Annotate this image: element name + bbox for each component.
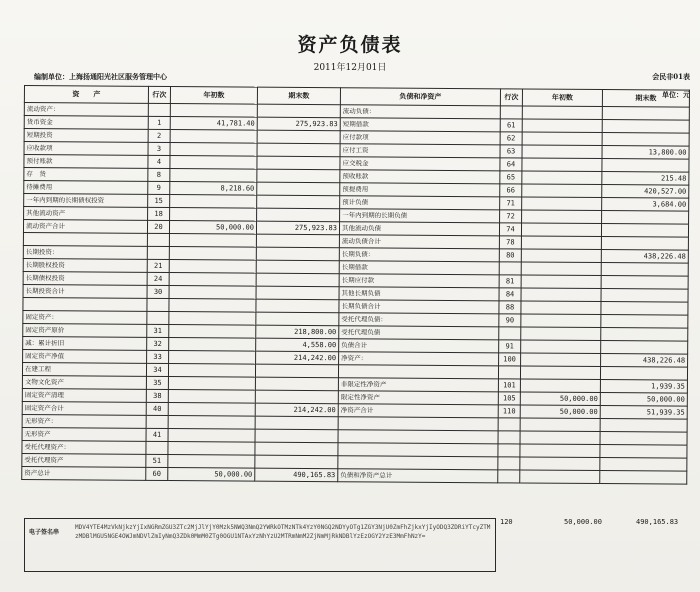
liability-name: 预计负债 <box>340 196 500 210</box>
asset-end: 4,558.00 <box>256 338 339 352</box>
asset-name: 无形资产： <box>22 414 146 428</box>
liability-name: 其他长期负债 <box>339 287 499 301</box>
liability-end <box>601 276 688 290</box>
asset-begin <box>169 260 256 274</box>
asset-begin <box>170 143 257 157</box>
asset-line: 2 <box>148 129 170 142</box>
grand-total-row <box>494 518 689 532</box>
liability-begin <box>522 184 602 198</box>
liability-name: 流动负债合计 <box>339 235 499 249</box>
asset-end <box>255 390 338 404</box>
liability-begin <box>522 210 602 224</box>
asset-begin <box>168 377 255 391</box>
liability-name: 受托代理负债： <box>339 313 499 327</box>
liability-line <box>498 418 520 431</box>
liability-name <box>338 456 498 470</box>
liability-name: 流动负债： <box>340 105 500 119</box>
liability-begin <box>521 340 601 354</box>
asset-end: 490,165.83 <box>255 468 338 482</box>
report-date: 2011年12月01日 <box>313 63 387 73</box>
balance-sheet-table <box>21 85 690 485</box>
liability-begin: 50,000.00 <box>520 405 600 419</box>
asset-line: 9 <box>148 181 170 194</box>
asset-line: 51 <box>146 454 168 467</box>
liability-begin <box>521 327 601 341</box>
liability-begin <box>522 158 602 172</box>
asset-line: 1 <box>148 116 170 129</box>
asset-end: 214,242.00 <box>256 351 339 365</box>
liability-line <box>498 470 520 483</box>
asset-name: 货币资金 <box>24 116 148 130</box>
asset-begin: 50,000.00 <box>169 221 256 235</box>
liability-begin <box>521 236 601 250</box>
asset-begin <box>168 416 255 430</box>
asset-line: 24 <box>147 272 169 285</box>
liability-end <box>600 367 687 381</box>
electronic-signature-box <box>24 518 496 572</box>
asset-line: 31 <box>147 324 169 337</box>
liability-name <box>338 365 498 379</box>
asset-line <box>146 441 168 454</box>
liability-line: 100 <box>499 353 521 366</box>
asset-line: 3 <box>148 142 170 155</box>
asset-begin <box>169 286 256 300</box>
currency-unit: 单位：元 <box>662 90 690 99</box>
asset-end <box>255 377 338 391</box>
liability-begin <box>522 132 602 146</box>
asset-end <box>255 455 338 469</box>
asset-end <box>257 195 340 209</box>
liability-end <box>602 159 689 173</box>
form-number: 会民非01表 <box>652 72 690 81</box>
liability-end <box>600 471 687 485</box>
asset-line <box>147 246 169 259</box>
liability-begin <box>520 418 600 432</box>
asset-line <box>147 233 169 246</box>
asset-begin <box>168 364 255 378</box>
liability-line: 71 <box>500 197 522 210</box>
liability-begin <box>521 275 601 289</box>
asset-line: 35 <box>146 376 168 389</box>
liability-line: 63 <box>500 145 522 158</box>
asset-name: 待摊费用 <box>24 181 148 195</box>
asset-name: 固定资产： <box>23 310 147 324</box>
asset-name: 固定资产原价 <box>23 323 147 337</box>
col-header-end2: 期末数 <box>602 90 689 108</box>
asset-begin <box>170 104 257 118</box>
asset-name: 固定资产合计 <box>22 401 146 415</box>
col-header-liab: 负债和净资产 <box>340 88 500 106</box>
liability-line: 105 <box>498 392 520 405</box>
liability-end <box>602 211 689 225</box>
liability-line: 72 <box>500 210 522 223</box>
liability-name: 净资产： <box>339 352 499 366</box>
asset-name: 长期投资： <box>23 245 147 259</box>
liability-line: 64 <box>500 158 522 171</box>
liability-end <box>600 445 687 459</box>
liability-line: 66 <box>500 184 522 197</box>
liability-name: 受托代理负债 <box>339 326 499 340</box>
signature-string: MDV4YTE4MzVkNjkzYjIxNGRmZGU3ZTc2MjJlYjY0Mzk5NWQ3NmQ2YWRkOTMzNTk4YzY0NGQ2NDYyOTg1ZGY3NjU0ZmFhZjkxYjIyODQ3ZDRiYTcyZTMzMDBlMGU5NGE4OWJmNDVlZmIyNmQ3ZDk0MmM0ZTg0OGU1NTAxYzNhYzU2MTRmNmM2ZjNmMjRkNDBlYzEzOGY2YzE3MmFhNzY= <box>75 524 491 540</box>
liability-line: 78 <box>499 236 521 249</box>
asset-name: 存 货 <box>24 168 148 182</box>
liability-line <box>499 327 521 340</box>
asset-end <box>256 273 339 287</box>
asset-end <box>255 442 338 456</box>
asset-name: 应收款项 <box>24 142 148 156</box>
col-header-end: 期末数 <box>257 87 340 105</box>
liability-end <box>602 107 689 121</box>
liability-name: 一年内到期的长期负债 <box>340 209 500 223</box>
asset-line: 38 <box>146 389 168 402</box>
asset-name: 流动资产合计 <box>23 220 147 234</box>
asset-line <box>146 415 168 428</box>
organization-name: 编制单位：上海扬通阳光社区服务管理中心 <box>34 72 167 81</box>
liability-line: 91 <box>499 340 521 353</box>
liability-begin <box>521 262 601 276</box>
liability-line: 84 <box>499 288 521 301</box>
asset-name: 固定资产清理 <box>22 388 146 402</box>
col-header-line: 行次 <box>148 86 170 103</box>
liability-begin <box>521 353 601 367</box>
liability-begin <box>522 119 602 133</box>
asset-end: 214,242.00 <box>255 403 338 417</box>
grand-total-begin: 50,000.00 <box>564 518 602 526</box>
liability-name: 应付款项 <box>340 131 500 145</box>
asset-end <box>257 143 340 157</box>
liability-end <box>600 432 687 446</box>
liability-line <box>498 444 520 457</box>
liability-name: 净资产合计 <box>338 404 498 418</box>
asset-name: 一年内到期的长期债权投资 <box>24 194 148 208</box>
asset-begin <box>168 442 255 456</box>
liability-line <box>499 262 521 275</box>
asset-begin <box>168 429 255 443</box>
liability-end <box>602 120 689 134</box>
liability-end: 420,527.00 <box>602 185 689 199</box>
asset-name: 资产总计 <box>22 466 146 480</box>
asset-line: 33 <box>147 350 169 363</box>
asset-name: 受托代理资产 <box>22 453 146 467</box>
liability-name: 其他流动负债 <box>339 222 499 236</box>
liability-end <box>601 315 688 329</box>
liability-end: 1,939.35 <box>600 380 687 394</box>
liability-line: 65 <box>500 171 522 184</box>
liability-name: 短期借款 <box>340 118 500 132</box>
signature-label: 电子签名串 <box>29 529 60 536</box>
asset-name: 预付账款 <box>24 155 148 169</box>
asset-begin <box>170 195 257 209</box>
asset-begin: 50,000.00 <box>168 468 255 482</box>
asset-end <box>255 364 338 378</box>
grand-total-line: 120 <box>500 518 513 526</box>
liability-name: 限定性净资产 <box>338 391 498 405</box>
asset-begin <box>169 338 256 352</box>
liability-name: 应付工资 <box>340 144 500 158</box>
asset-line: 18 <box>148 207 170 220</box>
liability-end: 51,939.35 <box>600 406 687 420</box>
liability-begin <box>520 366 600 380</box>
liability-begin <box>522 171 602 185</box>
asset-end <box>256 299 339 313</box>
asset-end <box>255 429 338 443</box>
asset-end <box>257 169 340 183</box>
asset-begin <box>169 273 256 287</box>
liability-end <box>601 341 688 355</box>
liability-begin <box>521 288 601 302</box>
asset-begin <box>169 234 256 248</box>
asset-end <box>257 156 340 170</box>
liability-line <box>498 457 520 470</box>
liability-end: 50,000.00 <box>600 393 687 407</box>
liability-name <box>338 417 498 431</box>
asset-begin <box>170 169 257 183</box>
asset-name: 在建工程 <box>22 362 146 376</box>
asset-line <box>147 311 169 324</box>
col-header-begin: 年初数 <box>170 87 257 105</box>
liability-end <box>601 302 688 316</box>
col-header-begin2: 年初数 <box>522 89 602 107</box>
liability-name: 预提费用 <box>340 183 500 197</box>
asset-line: 32 <box>147 337 169 350</box>
liability-begin <box>521 301 601 315</box>
asset-end <box>256 260 339 274</box>
asset-end <box>256 234 339 248</box>
grand-total-end: 490,165.83 <box>636 518 679 526</box>
liability-begin <box>520 444 600 458</box>
asset-name: 流动资产： <box>24 103 148 117</box>
asset-begin <box>170 130 257 144</box>
asset-name <box>23 297 147 311</box>
liability-line <box>500 106 522 119</box>
asset-begin <box>169 351 256 365</box>
asset-name: 固定资产净值 <box>23 349 147 363</box>
liability-begin <box>522 197 602 211</box>
asset-begin <box>169 312 256 326</box>
asset-end <box>257 182 340 196</box>
page-title: 资产负债表 <box>297 34 403 56</box>
liability-begin <box>522 106 602 120</box>
asset-name: 短期投资 <box>24 129 148 143</box>
asset-name: 文物文化资产 <box>22 375 146 389</box>
liability-end <box>601 237 688 251</box>
liability-begin <box>520 431 600 445</box>
asset-line: 60 <box>146 467 168 480</box>
liability-end <box>601 328 688 342</box>
asset-line: 41 <box>146 428 168 441</box>
asset-name: 受托代理资产： <box>22 440 146 454</box>
asset-end <box>256 286 339 300</box>
liability-name <box>338 443 498 457</box>
liability-end: 3,684.00 <box>602 198 689 212</box>
asset-end <box>257 208 340 222</box>
asset-line: 34 <box>146 363 168 376</box>
asset-line: 4 <box>148 155 170 168</box>
liability-begin <box>521 223 601 237</box>
asset-line <box>148 103 170 116</box>
liability-line: 62 <box>500 132 522 145</box>
asset-end <box>256 312 339 326</box>
liability-line: 61 <box>500 119 522 132</box>
asset-begin <box>168 390 255 404</box>
asset-name: 无形资产 <box>22 427 146 441</box>
asset-line: 40 <box>146 402 168 415</box>
liability-name: 预收账款 <box>340 170 500 184</box>
liability-name: 长期应付款 <box>339 274 499 288</box>
liability-name: 长期负债合计 <box>339 300 499 314</box>
asset-begin <box>168 455 255 469</box>
asset-name: 长期投资合计 <box>23 284 147 298</box>
liability-name: 应交税金 <box>340 157 500 171</box>
liability-name: 长期借款 <box>339 261 499 275</box>
asset-name: 其他流动资产 <box>24 207 148 221</box>
asset-name: 长期债权投资 <box>23 271 147 285</box>
asset-end: 275,923.83 <box>257 117 340 131</box>
liability-end <box>601 289 688 303</box>
asset-begin <box>170 156 257 170</box>
liability-begin <box>522 145 602 159</box>
asset-name: 减：累计折旧 <box>23 336 147 350</box>
liability-end <box>600 419 687 433</box>
liability-end: 438,226.48 <box>601 250 688 264</box>
asset-begin <box>170 208 257 222</box>
asset-begin: 8,218.60 <box>170 182 257 196</box>
asset-begin <box>169 247 256 261</box>
liability-name: 非限定性净资产 <box>338 378 498 392</box>
asset-end: 275,923.83 <box>256 221 339 235</box>
liability-begin <box>520 470 600 484</box>
liability-line: 88 <box>499 301 521 314</box>
asset-line: 15 <box>148 194 170 207</box>
liability-line <box>498 366 520 379</box>
liability-end <box>602 133 689 147</box>
liability-name: 负债和净资产总计 <box>338 469 498 483</box>
col-header-line2: 行次 <box>500 89 522 106</box>
liability-name: 长期负债： <box>339 248 499 262</box>
asset-line: 30 <box>147 285 169 298</box>
asset-end: 218,800.00 <box>256 325 339 339</box>
asset-begin <box>169 325 256 339</box>
asset-end <box>255 416 338 430</box>
asset-end <box>257 130 340 144</box>
liability-line <box>498 431 520 444</box>
liability-end: 438,226.48 <box>601 354 688 368</box>
liability-line: 80 <box>499 249 521 262</box>
liability-begin <box>521 314 601 328</box>
asset-end <box>256 247 339 261</box>
liability-end: 215.48 <box>602 172 689 186</box>
asset-name: 长期股权投资 <box>23 258 147 272</box>
liability-line: 74 <box>499 223 521 236</box>
asset-line <box>147 298 169 311</box>
asset-name <box>23 232 147 246</box>
asset-line: 21 <box>147 259 169 272</box>
liability-begin <box>520 379 600 393</box>
liability-end: 13,800.00 <box>602 146 689 160</box>
liability-end <box>601 224 688 238</box>
asset-line: 8 <box>148 168 170 181</box>
liability-begin: 50,000.00 <box>520 392 600 406</box>
liability-end <box>600 458 687 472</box>
liability-begin <box>520 457 600 471</box>
liability-end <box>601 263 688 277</box>
asset-begin: 41,781.40 <box>170 117 257 131</box>
col-header-asset: 资 产 <box>24 86 148 104</box>
asset-end <box>257 104 340 118</box>
liability-line: 101 <box>498 379 520 392</box>
liability-line: 81 <box>499 275 521 288</box>
liability-name: 负债合计 <box>339 339 499 353</box>
liability-name <box>338 430 498 444</box>
asset-line: 20 <box>147 220 169 233</box>
liability-line: 90 <box>499 314 521 327</box>
liability-begin <box>521 249 601 263</box>
asset-begin <box>168 403 255 417</box>
liability-line: 110 <box>498 405 520 418</box>
asset-begin <box>169 299 256 313</box>
